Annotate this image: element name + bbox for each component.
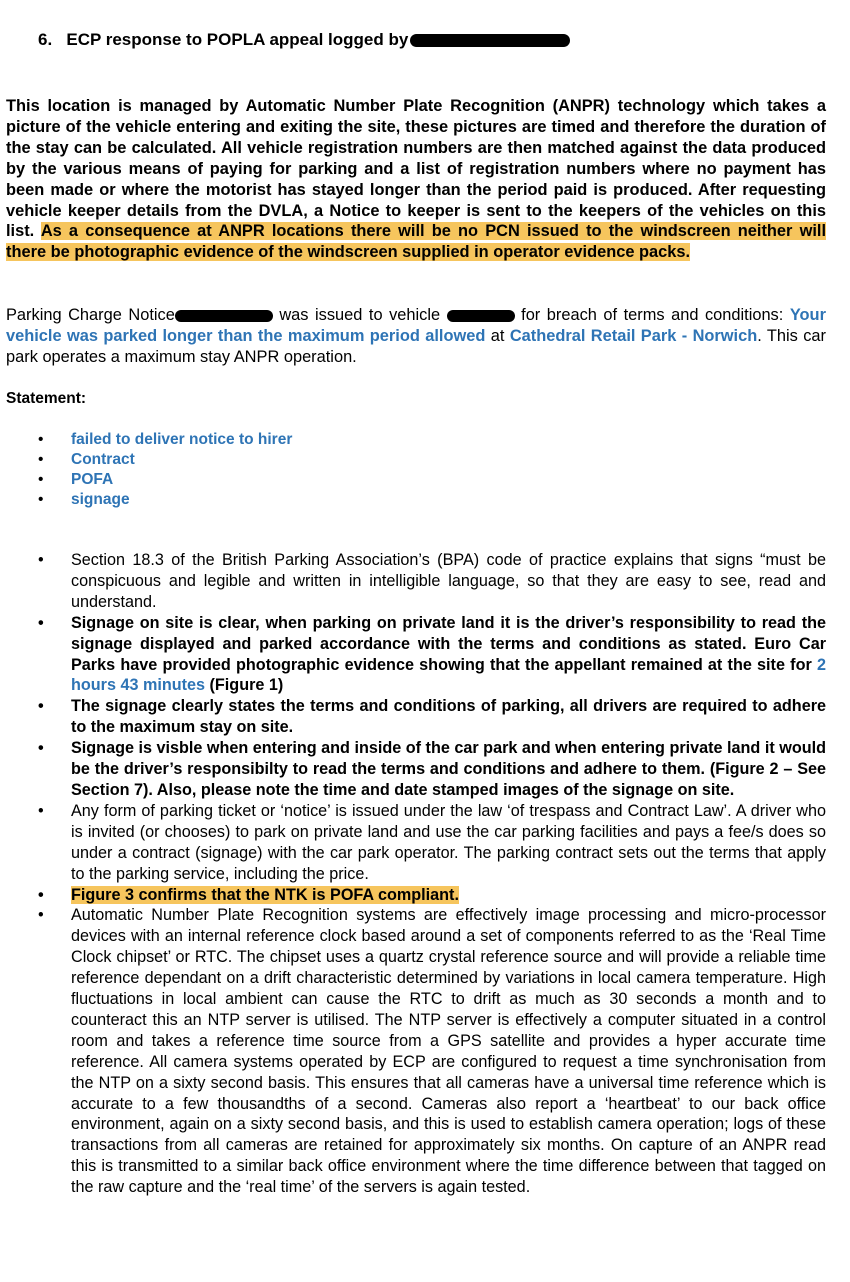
section-heading xyxy=(38,30,570,50)
bullet-icon: • xyxy=(38,471,44,488)
statement-label: Statement: xyxy=(6,390,87,407)
list-item xyxy=(0,885,826,906)
list-item xyxy=(0,696,826,738)
response-points-list xyxy=(0,550,826,1198)
intro-paragraph xyxy=(6,96,826,263)
list-item xyxy=(0,450,826,470)
bullet-icon: • xyxy=(38,739,44,758)
bullet-icon: • xyxy=(38,885,44,904)
bullet-icon: • xyxy=(38,551,44,569)
point-text: Section 18.3 of the British Parking Association’s (BPA) code of practice explains that signs “must be conspicuous and legible and written in intelligible language, so that they are easy to see, read and understand. xyxy=(71,551,826,611)
stay-duration: 2 hours 43 minutes xyxy=(71,655,827,695)
ground-text: signage xyxy=(71,491,130,508)
pcn-issued-text: was issued to vehicle xyxy=(279,306,441,324)
redacted-pcn-number xyxy=(175,310,273,322)
list-item xyxy=(0,905,826,1198)
ground-text: failed to deliver notice to hirer xyxy=(71,431,293,448)
point-text: Signage is visble when entering and inside of the car park and when entering private land it would be the driver’s responsibilty to read the terms and conditions and adhere to them. (Figure 2 – See Section 7). Also, please note the time and date stamped images of the signage on site. xyxy=(71,739,826,799)
bullet-icon: • xyxy=(38,431,44,448)
pcn-reason: Your vehicle was parked longer than the maximum period allowed xyxy=(6,306,826,345)
ground-text: POFA xyxy=(71,471,114,488)
bullet-icon: • xyxy=(38,906,44,925)
point-text: The signage clearly states the terms and conditions of parking, all drivers are required to adhere to the maximum stay on site. xyxy=(71,697,826,737)
list-item xyxy=(0,613,826,697)
bullet-icon: • xyxy=(38,697,44,716)
list-item xyxy=(0,801,826,885)
point-text: Automatic Number Plate Recognition systems are effectively image processing and micro-processor devices with an internal reference clock based around a set of components referred to as the ‘Real Time Clock chipset’ or RTC. The chipset uses a quartz crystal reference source and will provide a reliable time reference dependant on a drift characteristic determined by variations in local camera temperature. High fluctuations in local ambient can cause the RTC to drift as much as 30 seconds a month and to counteract this an NTP server is utilised. The NTP server is effectively a computer situated in a control room and takes a reference time source from a GPS satellite and provides a hyper accurate time reference. All camera systems operated by ECP are configured to request a time synchronisation from the NTP on a sixty second basis. This ensures that all cameras have a universal time reference which is accurate to a few thousandths of a second. Cameras also report a ‘heartbeat’ to our back office environment, again on a sixty second basis, and this is used to establish camera operation; logs of these transactions from all cameras are retained for approximately six months. On capture of an ANPR read this is transmitted to a similar back office environment where the time difference between that tagged on the raw capture and the ‘real time’ of the servers is again tested. xyxy=(71,906,826,1197)
grounds-list xyxy=(0,430,826,510)
pcn-paragraph xyxy=(6,305,826,368)
intro-highlight: As a consequence at ANPR locations there will be no PCN issued to the windscreen neither will there be photographic evidence of the windscreen supplied in operator evidence packs. xyxy=(6,222,826,262)
pcn-label: Parking Charge Notice xyxy=(6,306,175,324)
point-text: Signage on site is clear, when parking on private land it is the driver’s responsibility to read the signage displayed and parked accordance with the terms and conditions as stated. Euro Car Parks have provided photographic evidence showing that the appellant remained at the site for xyxy=(71,613,826,674)
bullet-icon: • xyxy=(38,451,44,468)
figure-ref: (Figure 1) xyxy=(209,676,284,695)
redacted-vehicle-reg xyxy=(447,310,515,322)
intro-text: This location is managed by Automatic Number Plate Recognition (ANPR) technology which takes a picture of the vehicle entering and exiting the site, these pictures are timed and therefore the duration of the stay can be calculated. All vehicle registration numbers are then matched against the data produced by the various means of paying for parking and a list of registration numbers where no payment has been made or where the motorist has stayed longer than the period paid is produced. After requesting vehicle keeper details from the DVLA, a Notice to keeper is sent to the keepers of the vehicles on this list. xyxy=(6,97,826,241)
bullet-icon: • xyxy=(38,801,44,820)
point-text: Any form of parking ticket or ‘notice’ is issued under the law ‘of trespass and Contract Law’. A driver who is invited (or chooses) to park on private land and use the car parking facilities and pays a fee/s does so under a contract (signage) with the car park operator. The parking contract sets out the terms that apply to the parking service, including the price. xyxy=(71,801,826,883)
redacted-name xyxy=(410,34,570,47)
list-item xyxy=(0,738,826,801)
ground-text: Contract xyxy=(71,451,135,468)
list-item xyxy=(0,550,826,613)
section-number: 6. xyxy=(38,30,53,49)
pcn-operation-text: . This car park operates a maximum stay ANPR operation. xyxy=(6,326,826,366)
point-highlight: Figure 3 confirms that the NTK is POFA compliant. xyxy=(71,885,459,904)
pcn-location: Cathedral Retail Park - Norwich xyxy=(509,326,758,345)
pcn-at: at xyxy=(490,326,505,345)
section-title: ECP response to POPLA appeal logged by xyxy=(66,30,409,49)
list-item xyxy=(0,490,826,510)
bullet-icon: • xyxy=(38,613,44,632)
pcn-breach-text: for breach of terms and conditions: xyxy=(521,306,784,324)
list-item xyxy=(0,430,826,450)
bullet-icon: • xyxy=(38,491,44,508)
list-item xyxy=(0,470,826,490)
